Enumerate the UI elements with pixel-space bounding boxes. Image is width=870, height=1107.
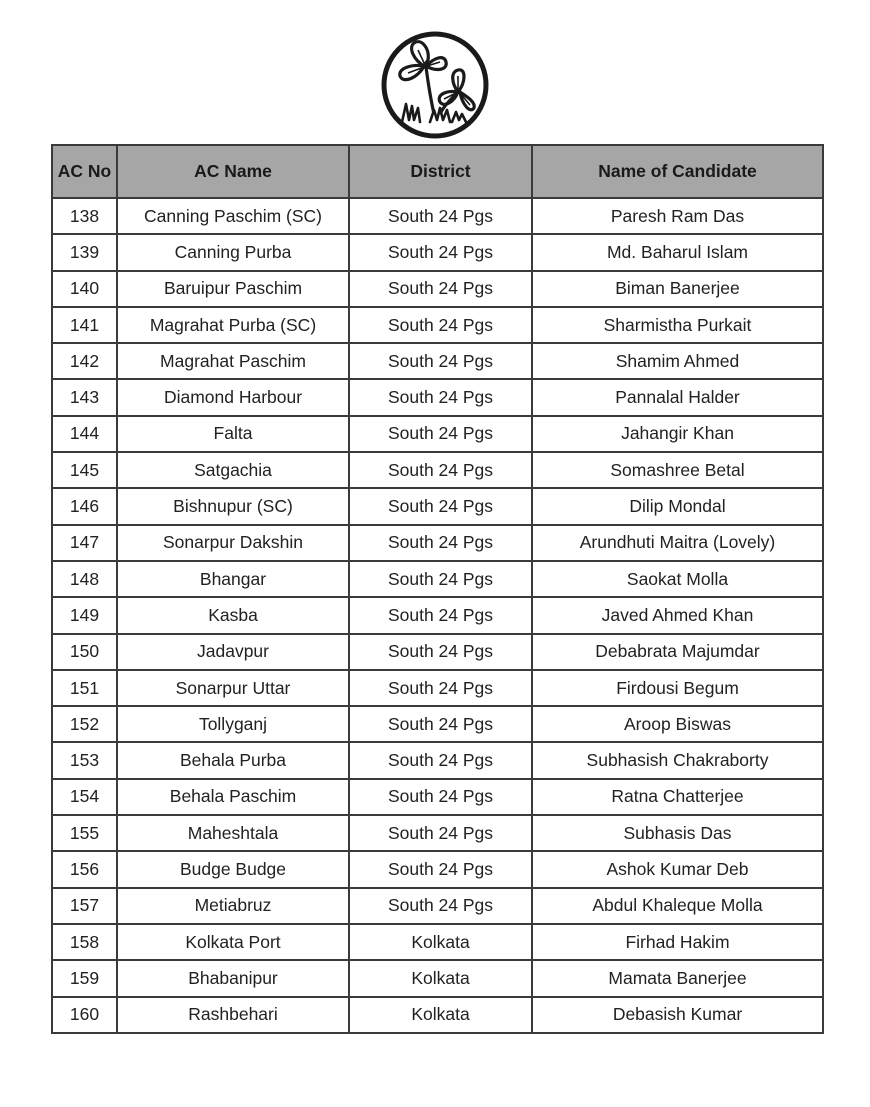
cell-ac-no: 155 [52, 815, 117, 851]
table-row [52, 634, 823, 670]
cell-ac-name: Tollyganj [117, 706, 349, 742]
cell-candidate: Aroop Biswas [532, 706, 823, 742]
cell-ac-no: 139 [52, 234, 117, 270]
table-body [52, 198, 823, 1033]
twin-flower-grass-emblem-icon [378, 30, 492, 140]
cell-ac-name: Metiabruz [117, 888, 349, 924]
cell-district: South 24 Pgs [349, 343, 532, 379]
cell-candidate: Jahangir Khan [532, 416, 823, 452]
cell-ac-no: 151 [52, 670, 117, 706]
cell-district: South 24 Pgs [349, 634, 532, 670]
cell-ac-name: Canning Paschim (SC) [117, 198, 349, 234]
column-header-ac-no: AC No [52, 145, 117, 198]
table-row [52, 997, 823, 1033]
cell-candidate: Ratna Chatterjee [532, 779, 823, 815]
table-row [52, 851, 823, 887]
table-row [52, 815, 823, 851]
cell-district: South 24 Pgs [349, 379, 532, 415]
column-header-ac-name: AC Name [117, 145, 349, 198]
cell-ac-name: Bhangar [117, 561, 349, 597]
cell-ac-name: Kolkata Port [117, 924, 349, 960]
cell-district: South 24 Pgs [349, 815, 532, 851]
cell-ac-no: 158 [52, 924, 117, 960]
cell-ac-name: Budge Budge [117, 851, 349, 887]
cell-ac-no: 138 [52, 198, 117, 234]
party-logo [378, 30, 492, 140]
cell-district: South 24 Pgs [349, 234, 532, 270]
cell-ac-name: Behala Purba [117, 742, 349, 778]
cell-district: South 24 Pgs [349, 706, 532, 742]
table-row [52, 379, 823, 415]
table-row [52, 525, 823, 561]
cell-ac-name: Sonarpur Uttar [117, 670, 349, 706]
cell-ac-name: Canning Purba [117, 234, 349, 270]
candidate-list-table [51, 144, 824, 1034]
cell-ac-no: 152 [52, 706, 117, 742]
table-row [52, 488, 823, 524]
cell-candidate: Abdul Khaleque Molla [532, 888, 823, 924]
cell-ac-no: 148 [52, 561, 117, 597]
cell-ac-name: Bhabanipur [117, 960, 349, 996]
cell-district: Kolkata [349, 960, 532, 996]
cell-ac-name: Magrahat Paschim [117, 343, 349, 379]
cell-district: South 24 Pgs [349, 525, 532, 561]
cell-candidate: Debasish Kumar [532, 997, 823, 1033]
cell-ac-no: 145 [52, 452, 117, 488]
cell-ac-name: Sonarpur Dakshin [117, 525, 349, 561]
cell-district: South 24 Pgs [349, 851, 532, 887]
cell-district: South 24 Pgs [349, 779, 532, 815]
table-row [52, 960, 823, 996]
cell-candidate: Mamata Banerjee [532, 960, 823, 996]
cell-district: South 24 Pgs [349, 416, 532, 452]
cell-ac-name: Magrahat Purba (SC) [117, 307, 349, 343]
cell-candidate: Pannalal Halder [532, 379, 823, 415]
table-row [52, 924, 823, 960]
table-row [52, 343, 823, 379]
cell-ac-no: 150 [52, 634, 117, 670]
cell-ac-name: Baruipur Paschim [117, 271, 349, 307]
table-row [52, 271, 823, 307]
cell-ac-no: 142 [52, 343, 117, 379]
table-header-row [52, 145, 823, 198]
cell-ac-no: 146 [52, 488, 117, 524]
cell-candidate: Subhasish Chakraborty [532, 742, 823, 778]
cell-district: South 24 Pgs [349, 452, 532, 488]
cell-ac-no: 159 [52, 960, 117, 996]
cell-ac-no: 156 [52, 851, 117, 887]
cell-district: South 24 Pgs [349, 888, 532, 924]
table-row [52, 670, 823, 706]
table-row [52, 742, 823, 778]
cell-candidate: Paresh Ram Das [532, 198, 823, 234]
table-row [52, 198, 823, 234]
cell-ac-name: Bishnupur (SC) [117, 488, 349, 524]
cell-ac-name: Satgachia [117, 452, 349, 488]
cell-ac-no: 154 [52, 779, 117, 815]
column-header-candidate: Name of Candidate [532, 145, 823, 198]
table-row [52, 779, 823, 815]
cell-ac-name: Jadavpur [117, 634, 349, 670]
cell-ac-no: 141 [52, 307, 117, 343]
cell-ac-no: 143 [52, 379, 117, 415]
cell-ac-name: Rashbehari [117, 997, 349, 1033]
cell-district: South 24 Pgs [349, 271, 532, 307]
cell-ac-name: Behala Paschim [117, 779, 349, 815]
cell-district: South 24 Pgs [349, 198, 532, 234]
cell-district: South 24 Pgs [349, 307, 532, 343]
cell-candidate: Md. Baharul Islam [532, 234, 823, 270]
cell-candidate: Firhad Hakim [532, 924, 823, 960]
cell-ac-no: 153 [52, 742, 117, 778]
cell-ac-no: 157 [52, 888, 117, 924]
table-row [52, 888, 823, 924]
cell-ac-no: 144 [52, 416, 117, 452]
cell-candidate: Ashok Kumar Deb [532, 851, 823, 887]
cell-candidate: Subhasis Das [532, 815, 823, 851]
cell-candidate: Arundhuti Maitra (Lovely) [532, 525, 823, 561]
table-row [52, 452, 823, 488]
cell-district: South 24 Pgs [349, 742, 532, 778]
table-row [52, 706, 823, 742]
cell-ac-no: 149 [52, 597, 117, 633]
cell-candidate: Dilip Mondal [532, 488, 823, 524]
table-row [52, 416, 823, 452]
cell-ac-name: Maheshtala [117, 815, 349, 851]
table-row [52, 561, 823, 597]
table-row [52, 307, 823, 343]
cell-candidate: Javed Ahmed Khan [532, 597, 823, 633]
cell-candidate: Somashree Betal [532, 452, 823, 488]
cell-ac-no: 147 [52, 525, 117, 561]
cell-candidate: Sharmistha Purkait [532, 307, 823, 343]
cell-ac-name: Kasba [117, 597, 349, 633]
cell-candidate: Saokat Molla [532, 561, 823, 597]
cell-district: South 24 Pgs [349, 561, 532, 597]
cell-district: Kolkata [349, 924, 532, 960]
cell-candidate: Firdousi Begum [532, 670, 823, 706]
cell-ac-name: Diamond Harbour [117, 379, 349, 415]
cell-district: South 24 Pgs [349, 597, 532, 633]
cell-ac-no: 160 [52, 997, 117, 1033]
cell-ac-name: Falta [117, 416, 349, 452]
table-row [52, 597, 823, 633]
cell-district: South 24 Pgs [349, 488, 532, 524]
cell-ac-no: 140 [52, 271, 117, 307]
cell-candidate: Biman Banerjee [532, 271, 823, 307]
table-row [52, 234, 823, 270]
cell-candidate: Debabrata Majumdar [532, 634, 823, 670]
cell-district: Kolkata [349, 997, 532, 1033]
cell-candidate: Shamim Ahmed [532, 343, 823, 379]
cell-district: South 24 Pgs [349, 670, 532, 706]
column-header-district: District [349, 145, 532, 198]
